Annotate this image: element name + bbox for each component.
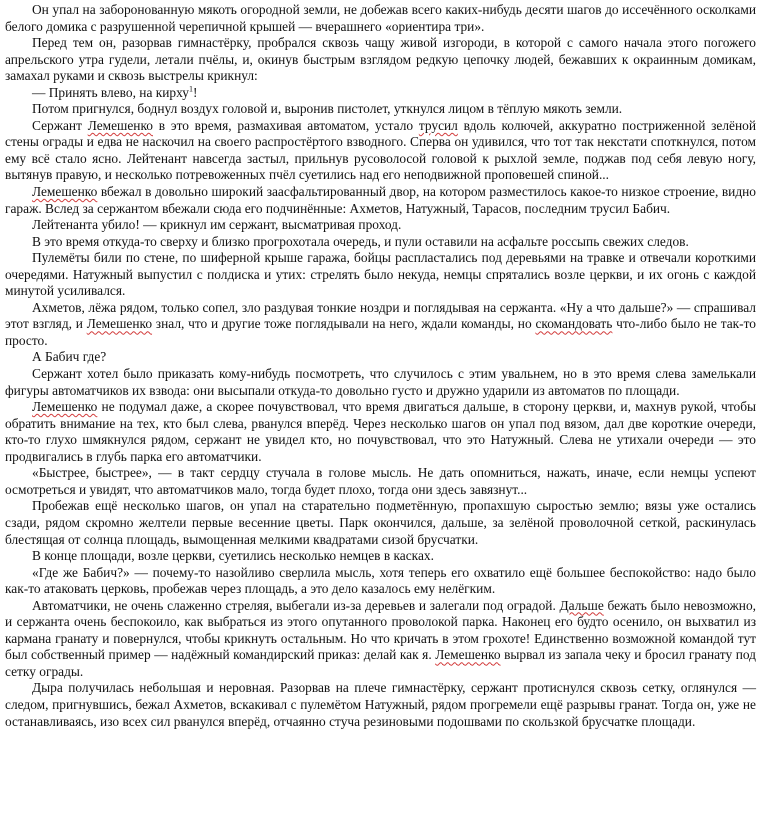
paragraph: [5, 399, 756, 465]
text-run: Сержант: [32, 117, 88, 133]
text-run: вбежал в довольно широкий заасфальтированный двор, на котором разместилось какое-то низкое строение, видно гараж. Вслед за сержантом вбежали сюда его подчинённые: Ахметов, Натужный, Тарасов, последним трусил Бабич.: [5, 184, 756, 216]
text-run: вырвал из запала чеку и бросил гранату под сетку ограды.: [5, 647, 756, 679]
spellcheck-flagged-word: Лемешенко: [32, 399, 98, 415]
paragraph: [5, 101, 756, 118]
text-run: !: [193, 84, 198, 100]
paragraph: [5, 250, 756, 300]
text-run: В конце площади, возле церкви, суетились несколько немцев в касках.: [32, 548, 434, 564]
text-run: А Бабич где?: [32, 349, 107, 365]
spellcheck-flagged-word: трусил: [418, 117, 458, 133]
paragraph: [5, 217, 756, 234]
text-run: бежать было невозможно, и сержанта очень беспокоило, как выбраться из этого опутанного проволокой парка. Наконец его будто осенило, он выхватил из кармана гранату и повернулся, чтобы крикнуть остальным. Но что кричать в этом грохоте! Единственно возможной командой тут был собственный пример — надёжный командирский приказ: делай как я.: [5, 597, 756, 663]
spellcheck-flagged-word: Дальше: [559, 597, 604, 613]
text-run: вдоль колючей, аккуратно постриженной зелёной стены ограды и едва не наскочил на своего распростёртого взводного. Сперва он удивился, что тот так некстати споткнулся, потом ему всё стало ясно. Лейтенант навсегда застыл, прильнув русоволосой головой к рыхлой земле, поджав под себя левую ногу, вытянув правую, и несколько потревоженных пчёл суетились над его неподвижной проповешей спиной...: [5, 117, 757, 183]
text-run: что-либо было не так-то просто.: [5, 316, 756, 348]
text-run: знал, что и другие тоже поглядывали на него, ждали команды, но: [152, 316, 536, 332]
text-run: Он упал на заборонованную мякоть огородной земли, не добежав всего каких-нибудь десяти шагов до иссечённого осколками белого домика с разрушенной черепичной крышей — вчерашнего «ориентира три».: [5, 2, 756, 34]
paragraph: [5, 349, 756, 366]
paragraph: [5, 85, 756, 102]
text-run: «Где же Бабич?» — почему-то назойливо сверлила мысль, хотя теперь его охватило ещё большее беспокойство: надо было как-то атаковать церковь, пробежав через площадь, а это дело казалось ему нелёгким.: [5, 564, 756, 597]
footnote-marker: 1: [189, 84, 193, 94]
paragraph: [5, 366, 756, 399]
paragraph: [5, 184, 756, 217]
text-run: Перед тем он, разорвав гимнастёрку, пробрался сквозь чащу живой изгороди, в которой с самого начала этого погожего апрельского утра гудели, летали пчёлы, и, окинув быстрым взглядом редкую цепочку людей, бежавших к окраинным домикам, замахал руками и сквозь выстрелы крикнул:: [5, 35, 756, 84]
text-run: Пробежав ещё несколько шагов, он упал на старательно подметённую, пропахшую сыростью землю; вязы уже остались сзади, рядом скромно желтели первые весенние цветы. Парк окончился, дальше, за зелёной проволочной сеткой, раскинулась блестящая от солнца площадь, вымощенная мелкими квадратами сизой брусчатки.: [5, 498, 756, 547]
paragraph: [5, 35, 756, 85]
text-run: В это время откуда-то сверху и близко прогрохотала очередь, и пули оставили на асфальте россыпь свежих следов.: [32, 233, 689, 249]
text-run: Ахметов, лёжа рядом, только сопел, зло раздувая тонкие ноздри и поглядывая на сержанта. «Ну а что дальше?» — спрашивал этот взгляд, и: [5, 299, 756, 332]
paragraph: [5, 300, 756, 350]
paragraph: [5, 498, 756, 548]
paragraph: [5, 598, 756, 681]
paragraph: [5, 118, 756, 184]
spellcheck-flagged-word: скомандовать: [535, 316, 613, 332]
paragraph: [5, 465, 756, 498]
text-run: Дыра получилась небольшая и неровная. Разорвав на плече гимнастёрку, сержант протиснулся сквозь сетку, оглянулся — следом, пригнувшись, бежал Ахметов, вскакивал с пулемётом Натужный, рядом прогремели ещё разрывы гранат. Тогда он, уже не останавливаясь, изо всех сил рванулся вперёд, отчаянно стуча резиновыми подошвами по скользкой брусчатке площади.: [5, 680, 756, 729]
spellcheck-flagged-word: Лемешенко: [32, 184, 98, 200]
text-run: «Быстрее, быстрее», — в такт сердцу стучала в голове мысль. Не дать опомниться, нажать, иначе, если немцы успеют осмотреться и увидят, что автоматчиков мало, тогда будет плохо, тогда они здесь завязнут...: [5, 465, 756, 497]
spellcheck-flagged-word: Лемешенко: [435, 647, 501, 663]
paragraph: [5, 2, 756, 35]
text-run: Автоматчики, не очень слаженно стреляя, выбегали из-за деревьев и залегали под оградой.: [32, 597, 560, 613]
text-run: Потом пригнулся, боднул воздух головой и, выронив пистолет, уткнулся лицом в тёплую мякоть земли.: [32, 101, 623, 117]
text-run: в это время, размахивая автоматом, устало: [153, 117, 419, 133]
spellcheck-flagged-word: Лемешенко: [86, 316, 153, 332]
text-run: Сержант хотел было приказать кому-нибудь посмотреть, что случилось с этим увальнем, но в это время слева замелькали фигуры автоматчиков их взвода: они высыпали откуда-то довольно густо и дружно ударили из автоматов по площади.: [5, 366, 756, 398]
paragraph: [5, 565, 756, 598]
spellcheck-flagged-word: Лемешенко: [87, 117, 153, 133]
paragraph: [5, 548, 756, 565]
text-run: — Принять влево, на кирху: [32, 84, 189, 100]
text-run: не подумал даже, а скорее почувствовал, что время двигаться дальше, в сторону церкви, и, махнув рукой, чтобы обратить внимание на тех, кто был слева, рванулся вперёд. Через несколько шагов он упал под вязом, дал две короткие очереди, кто-то глухо шмякнулся рядом, сержант не увидел кто, но почувствовал, что это Натужный. Слева не утихали очереди — это продвигались в глубь парка его автоматчики.: [5, 399, 756, 464]
paragraph: [5, 234, 756, 251]
text-run: Лейтенанта убило! — крикнул им сержант, высматривая проход.: [32, 217, 402, 233]
paragraph: [5, 680, 756, 730]
text-run: Пулемёты били по стене, по шиферной крыше гаража, бойцы распластались под деревьями на травке и отвечали короткими очередями. Натужный выпустил с полдиска и утих: стрелять было некуда, немцы спрятались возле церкви, и их огонь с каждой минутой усиливался.: [5, 250, 756, 299]
